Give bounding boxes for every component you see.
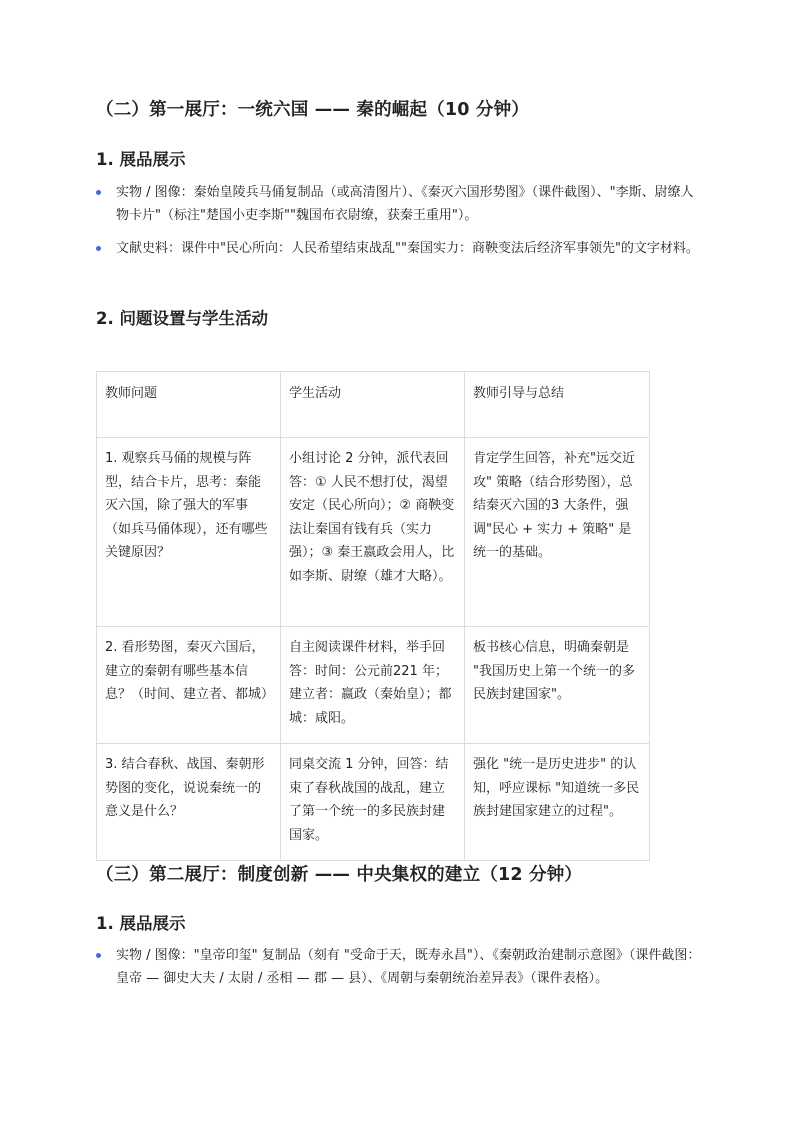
table-cell: 肯定学生回答，补充"远交近攻" 策略（结合形势图），总结秦灭六国的3 大条件，强调"民心 + 实力 + 策略" 是统一的基础。 [465,438,650,627]
table-row [97,627,650,744]
table-header-row [97,372,650,438]
bullet-icon [96,246,101,251]
table-cell: 自主阅读课件材料，举手回答：时间：公元前221 年；建立者：嬴政（秦始皇）；都城：咸阳。 [281,627,465,744]
table-cell: 板书核心信息，明确秦朝是 "我国历史上第一个统一的多民族封建国家"。 [465,627,650,744]
table-cell: 1. 观察兵马俑的规模与阵型，结合卡片，思考：秦能灭六国，除了强大的军事（如兵马俑体现），还有哪些关键原因？ [97,438,281,627]
section-3-title: （三）第二展厅：制度创新 —— 中央集权的建立（12 分钟） [96,865,583,885]
bullet-icon [96,190,101,195]
activities-table [96,371,650,861]
section-3-exhibits-list [96,944,706,1000]
list-item [96,181,706,227]
section-2-exhibits-heading: 1. 展品展示 [96,150,186,169]
list-item [96,944,706,990]
table-header-cell: 教师问题 [97,372,281,438]
table-header-cell: 学生活动 [281,372,465,438]
table-cell: 强化 "统一是历史进步" 的认知，呼应课标 "知道统一多民族封建国家建立的过程"。 [465,744,650,861]
list-item-text: 文献史料：课件中"民心所向：人民希望结束战乱""秦国实力：商鞅变法后经济军事领先"的文字材料。 [116,241,699,256]
list-item [96,237,706,260]
table-row [97,438,650,627]
table-cell: 小组讨论 2 分钟，派代表回答：① 人民不想打仗，渴望安定（民心所向）；② 商鞅变法让秦国有钱有兵（实力强）；③ 秦王嬴政会用人，比如李斯、尉缭（雄才大略）。 [281,438,465,627]
section-2-exhibits-list [96,181,706,270]
list-item-text: 实物 / 图像："皇帝印玺" 复制品（刻有 "受命于天，既寿永昌"）、《秦朝政治建制示意图》（课件截图：皇帝 — 御史大夫 / 太尉 / 丞相 — 郡 — 县）、《周朝与秦朝统治差异表》（课件表格）。 [116,948,701,986]
table-row [97,744,650,861]
bullet-icon [96,953,101,958]
table-cell: 2. 看形势图，秦灭六国后，建立的秦朝有哪些基本信息？（时间、建立者、都城） [97,627,281,744]
table-cell: 同桌交流 1 分钟，回答：结束了春秋战国的战乱，建立了第一个统一的多民族封建国家。 [281,744,465,861]
section-2-activities-heading: 2. 问题设置与学生活动 [96,309,268,328]
section-2-title: （二）第一展厅：一统六国 —— 秦的崛起（10 分钟） [96,100,530,120]
table-cell: 3. 结合春秋、战国、秦朝形势图的变化，说说秦统一的意义是什么？ [97,744,281,861]
table-header-cell: 教师引导与总结 [465,372,650,438]
list-item-text: 实物 / 图像：秦始皇陵兵马俑复制品（或高清图片）、《秦灭六国形势图》（课件截图）、"李斯、尉缭人物卡片"（标注"楚国小吏李斯""魏国布衣尉缭，获秦王重用"）。 [116,185,694,223]
section-3-exhibits-heading: 1. 展品展示 [96,914,186,933]
